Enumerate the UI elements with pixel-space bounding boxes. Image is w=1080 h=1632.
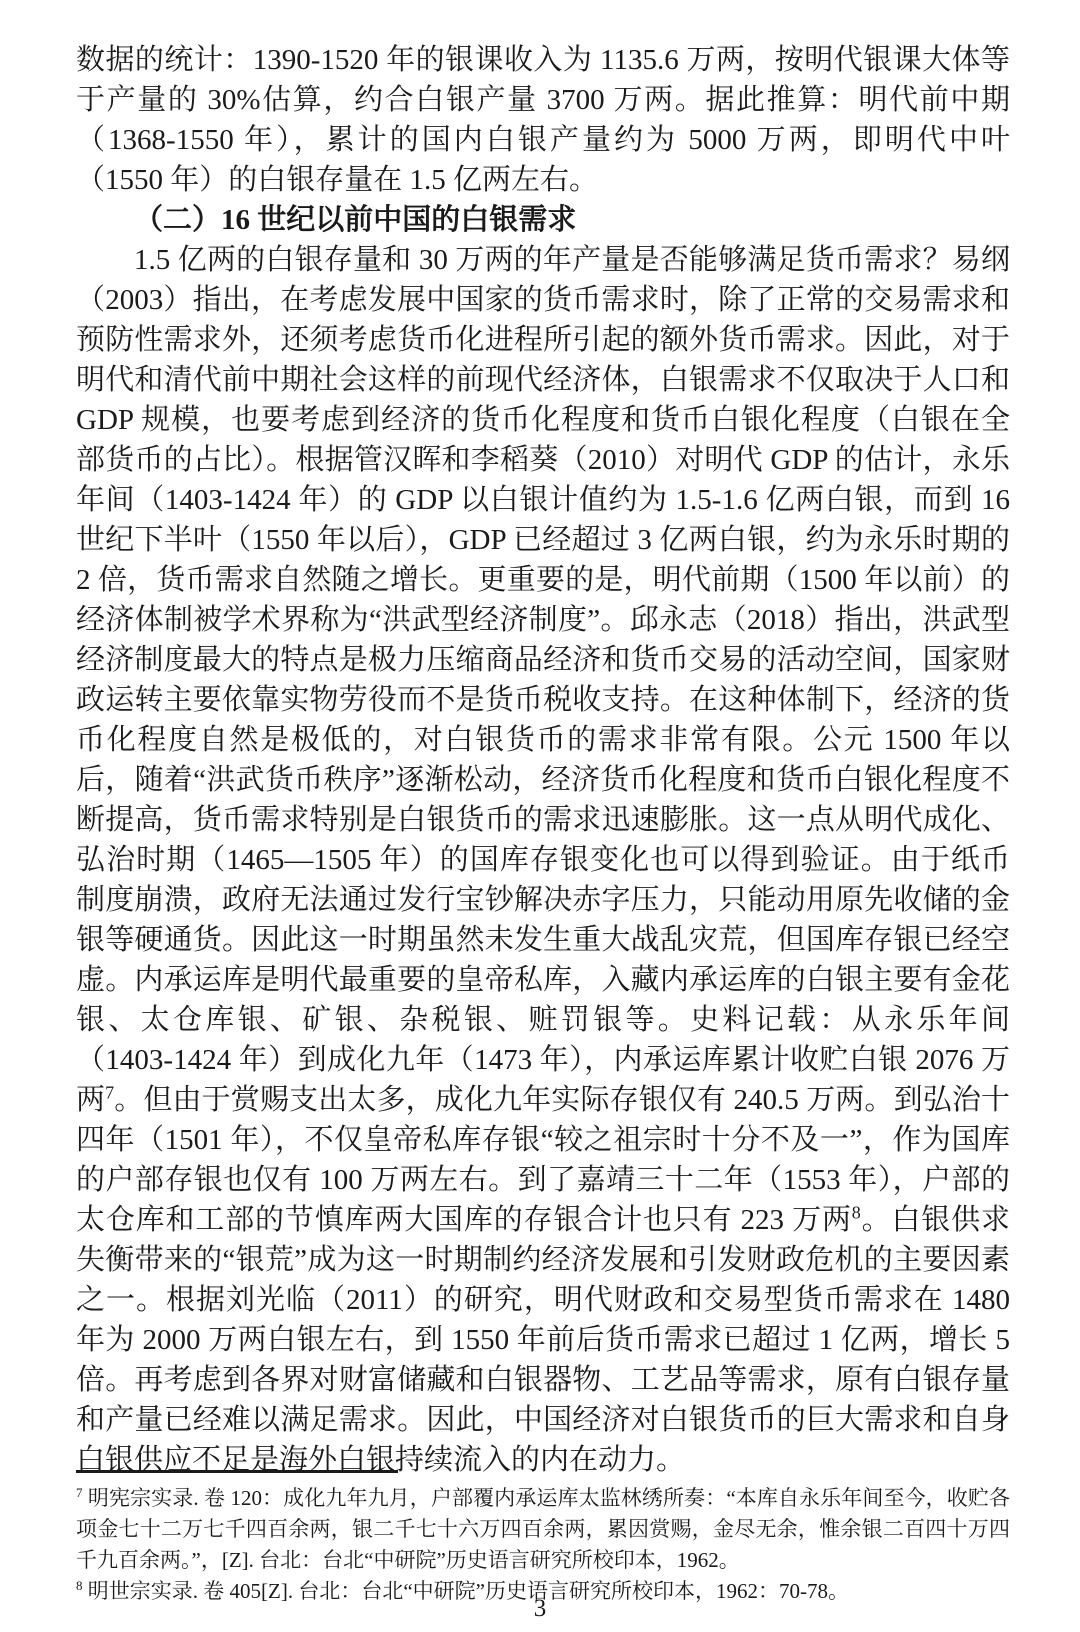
body-paragraph: 数据的统计：1390-1520 年的银课收入为 1135.6 万两，按明代银课大体等于产量的 30%估算，约合白银产量 3700 万两。据此推算：明代前中期（1368-1550 年），累计的国内白银产量约为 5000 万两，即明代中叶（1550 年）的白银存量在 1.5 亿两左右。 [76,44,1010,196]
page-number: 3 [533,1595,547,1622]
footnote-marker: 8 [76,1578,83,1593]
footnote-ref: 8 [851,1202,861,1223]
footnote-list [76,1483,1010,1607]
document-body [76,40,1010,1480]
footnote-section [76,1470,1010,1607]
footnote: $^8$ 明世宗实录. 卷 405[Z]. 台北：台北“中研院”历史语言研究所校印本，1962：70-78。 [76,1578,849,1603]
footnote: $^7$ 明宪宗实录. 卷 120：成化九年九月，户部覆内承运库太监林绣所奏：“本库自永乐年间至今，收贮各项金七十二万七千四百余两，银二千七十六万四百余两，累因赏赐，金尽无余，惟余银二百四十万四千九百余两。”，[Z]. 台北：台北“中研院”历史语言研究所校印本，1962。 [76,1485,1010,1572]
section-heading: （二）16 世纪以前中国的白银需求 [134,204,577,236]
footnote-divider [76,1470,398,1473]
footnote-marker: 7 [76,1485,83,1500]
footnote-ref: 7 [105,1082,115,1103]
body-paragraph: 1.5 亿两的白银存量和 30 万两的年产量是否能够满足货币需求？易纲（2003）指出，在考虑发展中国家的货币需求时，除了正常的交易需求和预防性需求外，还须考虑货币化进程所引起的额外货币需求。因此，对于明代和清代前中期社会这样的前现代经济体，白银需求不仅取决于人口和 GDP 规模，也要考虑到经济的货币化程度和货币白银化程度（白银在全部货币的占比）。根据管汉晖和李稻葵（2010）对明代 GDP 的估计，永乐年间（1403-1424 年）的 GDP 以白银计值约为 1.5-1.6 亿两白银，而到 16 世纪下半叶（1550 年以后），GDP 已经超过 3 亿两白银，约为永乐时期的 2 倍，货币需求自然随之增长。更重要的是，明代前期（1500 年以前）的经济体制被学术界称为“洪武型经济制度”。邱永志（2018）指出，洪武型经济制度最大的特点是极力压缩商品经济和货币交易的活动空间，国家财政运转主要依靠实物劳役而不是货币税收支持。在这种体制下，经济的货币化程度自然是极低的，对白银货币的需求非常有限。公元 1500 年以后，随着“洪武货币秩序”逐渐松动，经济货币化程度和货币白银化程度不断提高，货币需求特别是白银货币的需求迅速膨胀。这一点从明代成化、弘治时期（1465—1505 年）的国库存银变化也可以得到验证。由于纸币制度崩溃，政府无法通过发行宝钞解决赤字压力，只能动用原先收储的金银等硬通货。因此这一时期虽然未发生重大战乱灾荒，但国库存银已经空虚。内承运库是明代最重要的皇帝私库，入藏内承运库的白银主要有金花银、太仓库银、矿银、杂税银、赃罚银等。史料记载：从永乐年间（1403-1424 年）到成化九年（1473 年），内承运库累计收贮白银 2076 万两$^7$。但由于赏赐支出太多，成化九年实际存银仅有 240.5 万两。到弘治十四年（1501 年），不仅皇帝私库存银“较之祖宗时十分不及一”，作为国库的户部存银也仅有 100 万两左右。到了嘉靖三十二年（1553 年），户部的太仓库和工部的节慎库两大国库的存银合计也只有 223 万两$^8$。白银供求失衡带来的“银荒”成为这一时期制约经济发展和引发财政危机的主要因素之一。根据刘光临（2011）的研究，明代财政和交易型货币需求在 1480 年为 2000 万两白银左右，到 1550 年前后货币需求已超过 1 亿两，增长 5 倍。再考虑到各界对财富储藏和白银器物、工艺品等需求，原有白银存量和产量已经难以满足需求。因此，中国经济对白银货币的巨大需求和自身白银供应不足是海外白银持续流入的内在动力。 [76,244,1010,1476]
